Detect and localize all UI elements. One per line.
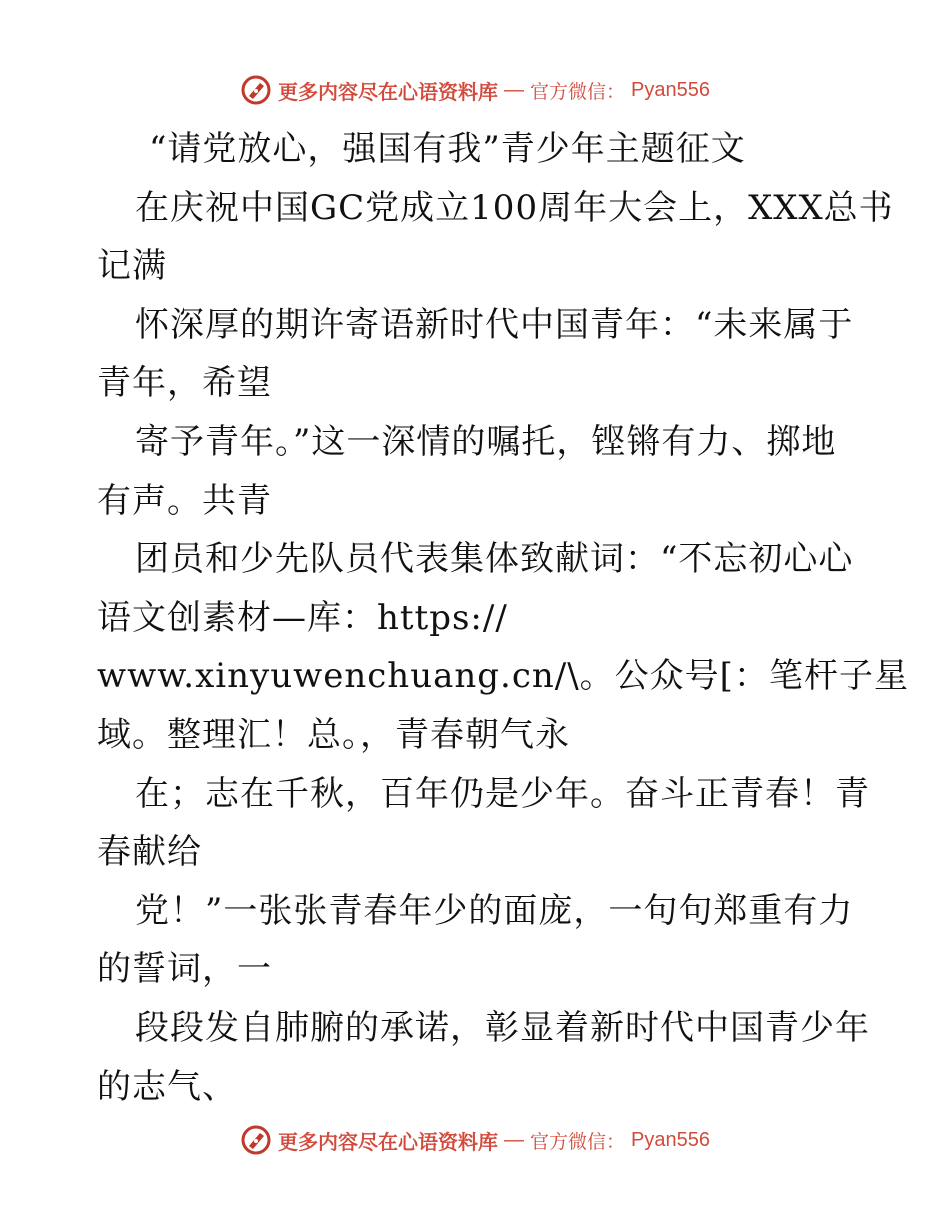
banner-content xyxy=(240,74,710,106)
doc-line: 有声。共青 xyxy=(97,480,272,521)
banner-wechat-id: Pyan556 xyxy=(631,1128,710,1151)
header-banner xyxy=(0,70,950,110)
pen-nib-circle-icon xyxy=(240,74,272,106)
doc-line: 怀深厚的期许寄语新时代中国青年：“未来属于 xyxy=(135,304,854,345)
doc-line: 团员和少先队员代表集体致献词：“不忘初心心 xyxy=(135,539,854,580)
doc-line: 在庆祝中国GC党成立100周年大会上，XXX总书 xyxy=(135,187,894,228)
doc-line: 的誓词，一 xyxy=(97,949,272,990)
doc-title: “请党放心，强国有我”青少年主题征文 xyxy=(149,129,746,169)
doc-line: 语文创素材—库：https:// xyxy=(97,597,508,638)
banner-separator: — xyxy=(504,1128,524,1151)
banner-main-text: 更多内容尽在心语资料库 xyxy=(278,1129,498,1154)
doc-line: 记满 xyxy=(97,246,167,287)
footer-banner xyxy=(0,1120,950,1160)
doc-line: www.xinyuwenchuang.cn/\。公众号[：笔杆子星 xyxy=(97,656,909,697)
doc-line: 域。整理汇！总。，青春朝气永 xyxy=(97,714,570,755)
doc-line: 在；志在千秋，百年仍是少年。奋斗正青春！青 xyxy=(135,773,870,814)
doc-line: 青年，希望 xyxy=(97,363,272,404)
banner-wechat-label: 官方微信： xyxy=(530,80,626,103)
banner-separator: — xyxy=(504,78,524,101)
doc-line: 寄予青年。”这一深情的嘱托，铿锵有力、掷地 xyxy=(135,421,837,462)
banner-wechat-id: Pyan556 xyxy=(631,78,710,101)
pen-nib-circle-icon xyxy=(240,1124,272,1156)
banner-content xyxy=(240,1124,710,1156)
document-body xyxy=(97,120,909,1116)
doc-line: 段段发自肺腑的承诺，彰显着新时代中国青少年 xyxy=(135,1007,870,1048)
banner-main-text: 更多内容尽在心语资料库 xyxy=(278,79,498,104)
banner-wechat-label: 官方微信： xyxy=(530,1130,626,1153)
doc-line: 党！”一张张青春年少的面庞，一句句郑重有力 xyxy=(135,890,854,931)
doc-line: 春献给 xyxy=(97,832,202,873)
doc-line: 的志气、 xyxy=(97,1066,237,1107)
